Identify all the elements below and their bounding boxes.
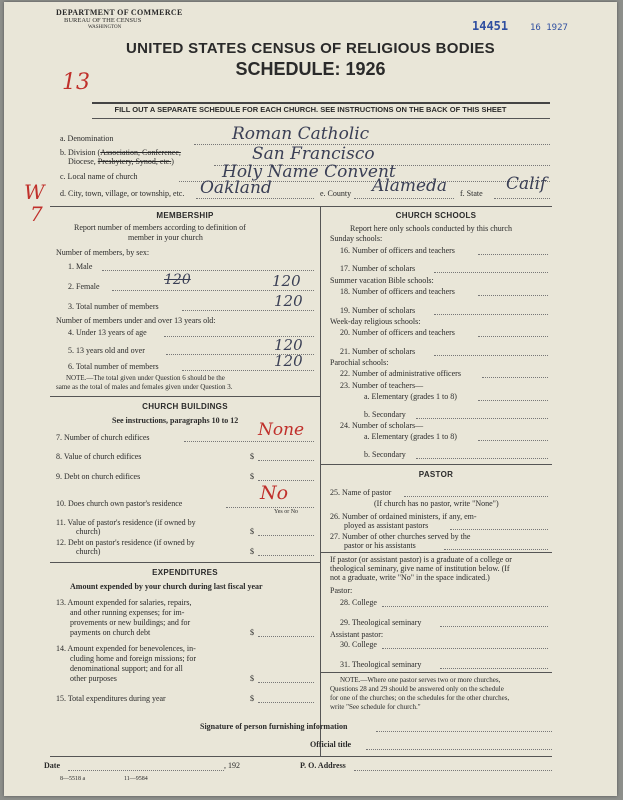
official-title-label: Official title	[310, 740, 352, 749]
q12-dollar: $	[250, 547, 254, 556]
table-bottom-rule	[50, 756, 552, 757]
schools-sub: Report here only schools conducted by this church	[350, 224, 512, 233]
q18-label: 18. Number of officers and teachers	[340, 287, 455, 296]
q24b-label: b. Secondary	[364, 450, 406, 459]
q4-under13-label: 4. Under 13 years of age	[68, 328, 147, 337]
margin-digit: 7	[30, 202, 43, 226]
q31-line	[440, 668, 548, 669]
q19-line	[434, 314, 548, 315]
county-value: Alameda	[372, 176, 448, 196]
official-title-line	[366, 749, 552, 750]
expenditures-rule	[50, 562, 320, 563]
bureau-city: WASHINGTON	[88, 25, 122, 30]
q23-label: 23. Number of teachers—	[340, 381, 424, 390]
membership-title: MEMBERSHIP	[156, 211, 214, 220]
q8-line	[258, 460, 314, 461]
date-line	[68, 770, 224, 771]
po-address-line	[354, 770, 552, 771]
table-top-rule	[50, 206, 552, 207]
pastor-note-rule	[320, 672, 552, 673]
pastor-rule	[320, 464, 552, 465]
q24b-line	[416, 458, 548, 459]
buildings-rule	[50, 396, 320, 397]
q21-label: 21. Number of scholars	[340, 347, 416, 356]
state-value: Calif	[506, 174, 547, 194]
assistant-subhead: Assistant pastor:	[330, 630, 384, 639]
q30-line	[382, 648, 548, 649]
age-intro: Number of members under and over 13 years old:	[56, 316, 216, 325]
form-title: UNITED STATES CENSUS OF RELIGIOUS BODIES	[126, 40, 495, 57]
q12-label-a: 12. Debt on pastor's residence (if owned by	[56, 538, 195, 547]
q24a-line	[478, 440, 548, 441]
department-name: DEPARTMENT OF COMMERCE	[56, 8, 183, 17]
top-rule	[92, 102, 550, 104]
pastor-note-3: for one of the churches; on the schedules for the other churches,	[330, 694, 510, 702]
q14-line-1: 14. Amount expended for benevolences, in-	[56, 644, 196, 653]
q14-dollar: $	[250, 674, 254, 683]
q12-line	[258, 555, 314, 556]
q14-line-4: other purposes	[70, 674, 117, 683]
q20-line	[478, 336, 548, 337]
q24a-label: a. Elementary (grades 1 to 8)	[364, 432, 457, 441]
q16-line	[478, 254, 548, 255]
pastor-note-4: write "See schedule for church."	[330, 703, 421, 711]
margin-letter: W	[24, 180, 45, 204]
q17-label: 17. Number of scholars	[340, 264, 416, 273]
city-value: Oakland	[200, 178, 272, 198]
q3-total-value: 120	[274, 292, 303, 310]
q15-label: 15. Total expenditures during year	[56, 694, 166, 703]
local-name-label: c. Local name of church	[60, 172, 138, 181]
q11-line	[258, 535, 314, 536]
q18-line	[478, 295, 548, 296]
q24-label: 24. Number of scholars—	[340, 421, 424, 430]
column-divider	[320, 206, 321, 756]
print-number: 11—9584	[124, 776, 148, 782]
q6-total-value: 120	[274, 352, 303, 370]
membership-note-1: NOTE.—The total given under Question 6 should be the	[66, 374, 225, 382]
q25-label: 25. Name of pastor	[330, 488, 392, 497]
q8-label: 8. Value of church edifices	[56, 452, 142, 461]
q10-value: No	[260, 482, 289, 504]
q13-line-1: 13. Amount expended for salaries, repairs,	[56, 598, 192, 607]
stamp-number: 14451	[472, 19, 509, 33]
schedule-title: SCHEDULE: 1926	[235, 59, 386, 79]
division-label: b. Division (Association, Conference,	[60, 148, 181, 157]
buildings-title: CHURCH BUILDINGS	[142, 402, 228, 411]
census-form-sheet	[4, 2, 617, 796]
signature-line	[376, 731, 552, 732]
stamp-date: 16 1927	[530, 23, 568, 33]
q16-label: 16. Number of officers and teachers	[340, 246, 455, 255]
q5-over13-label: 5. 13 years old and over	[68, 346, 145, 355]
q15-line	[258, 702, 314, 703]
city-label: d. City, town, village, or township, etc.	[60, 189, 185, 198]
pastor-note-1: NOTE.—Where one pastor serves two or more churches,	[340, 676, 501, 684]
instructions-rule	[92, 118, 550, 119]
date-year: , 192	[224, 761, 240, 770]
q2-female-value: 120	[272, 272, 301, 290]
margin-number: 13	[62, 70, 90, 95]
q27-label-b: pastor or his assistants	[344, 541, 416, 550]
pastor-subhead: Pastor:	[330, 586, 353, 595]
q19-label: 19. Number of scholars	[340, 306, 416, 315]
county-label: e. County	[320, 189, 352, 198]
grad-rule	[320, 552, 552, 553]
q9-line	[258, 480, 314, 481]
q9-label: 9. Debt on church edifices	[56, 472, 141, 481]
q25-note: (If church has no pastor, write "None")	[374, 499, 499, 508]
division-label-line2: Diocese, Presbytery, Synod, etc.)	[68, 157, 174, 166]
yes-no-hint: Yes or No	[274, 509, 299, 515]
membership-intro-1: Report number of members according to definition of	[74, 223, 246, 232]
signature-label: Signature of person furnishing information	[200, 722, 348, 731]
grad-text-3: not a graduate, write "No" in the space indicated.)	[330, 573, 490, 582]
q26-line	[450, 529, 548, 530]
state-line	[494, 198, 550, 199]
q29-line	[440, 626, 548, 627]
q22-line	[482, 377, 548, 378]
q1-male-label: 1. Male	[68, 262, 93, 271]
q10-label: 10. Does church own pastor's residence	[56, 499, 183, 508]
q13-line-4: payments on church debt	[70, 628, 151, 637]
q6-line	[182, 370, 314, 371]
q14-line-3: denominational support; and for all	[70, 664, 183, 673]
q23a-line	[478, 400, 548, 401]
q5-over13-value: 120	[274, 336, 303, 354]
q7-value: None	[258, 420, 305, 440]
q3-line	[182, 310, 314, 311]
q23b-line	[416, 418, 548, 419]
q21-line	[434, 355, 548, 356]
q25-line	[404, 496, 548, 497]
q27-label-a: 27. Number of other churches served by the	[330, 532, 471, 541]
expenditures-title: EXPENDITURES	[152, 568, 218, 577]
instructions-line: FILL OUT A SEPARATE SCHEDULE FOR EACH CHURCH. SEE INSTRUCTIONS ON THE BACK OF THIS SHEET	[114, 105, 507, 114]
grad-text-2: theological seminary, give name of institution below. (If	[330, 564, 510, 573]
membership-intro-2: member in your church	[128, 233, 203, 242]
bureau-name: BUREAU OF THE CENSUS	[64, 17, 142, 24]
q9-dollar: $	[250, 472, 254, 481]
q28-line	[382, 606, 548, 607]
q2-female-label: 2. Female	[68, 282, 100, 291]
q1-line	[102, 270, 314, 271]
members-by-sex: Number of members, by sex:	[56, 248, 150, 257]
pastor-title: PASTOR	[418, 470, 454, 479]
weekday-schools: Week-day religious schools:	[330, 317, 421, 326]
q6-total-label: 6. Total number of members	[68, 362, 159, 371]
date-label: Date	[44, 761, 60, 770]
q14-line	[258, 682, 314, 683]
q7-line	[184, 441, 314, 442]
grad-text-1: If pastor (or assistant pastor) is a graduate of a college or	[330, 555, 512, 564]
q29-label: 29. Theological seminary	[340, 618, 422, 627]
q20-label: 20. Number of officers and teachers	[340, 328, 455, 337]
county-line	[354, 198, 454, 199]
q26-label-b: ployed as assistant pastors	[344, 521, 429, 530]
schools-title: CHURCH SCHOOLS	[395, 211, 477, 220]
q3-total-label: 3. Total number of members	[68, 302, 159, 311]
state-label: f. State	[460, 189, 483, 198]
summer-schools: Summer vacation Bible schools:	[330, 276, 434, 285]
buildings-sub: See instructions, paragraphs 10 to 12	[112, 416, 239, 425]
form-number: 8—5518 a	[60, 776, 86, 782]
parochial-schools: Parochial schools:	[330, 358, 389, 367]
local-name-value: Holy Name Convent	[222, 162, 396, 182]
q30-label: 30. College	[340, 640, 377, 649]
q2-line	[112, 290, 314, 291]
q2-crossed-value: 120	[164, 272, 191, 288]
q23b-label: b. Secondary	[364, 410, 406, 419]
q31-label: 31. Theological seminary	[340, 660, 422, 669]
membership-note-2: same as the total of males and females given under Question 3.	[56, 383, 233, 391]
q12-label-b: church)	[76, 547, 101, 556]
po-address-label: P. O. Address	[300, 761, 346, 770]
q26-label-a: 26. Number of ordained ministers, if any, em-	[330, 512, 477, 521]
q22-label: 22. Number of administrative officers	[340, 369, 461, 378]
q13-line-2: and other running expenses; for im-	[70, 608, 185, 617]
q7-label: 7. Number of church edifices	[56, 433, 150, 442]
q27-line	[444, 549, 548, 550]
denomination-label: a. Denomination	[60, 134, 114, 143]
q13-line	[258, 636, 314, 637]
q11-dollar: $	[250, 527, 254, 536]
expenditures-sub: Amount expended by your church during last fiscal year	[70, 582, 263, 591]
q11-label-a: 11. Value of pastor's residence (if owned by	[56, 518, 196, 527]
pastor-note-2: Questions 28 and 29 should be answered only on the schedule	[330, 685, 504, 693]
q10-line	[226, 507, 314, 508]
division-value: San Francisco	[252, 144, 375, 164]
q13-dollar: $	[250, 628, 254, 637]
city-line	[196, 198, 314, 199]
denomination-value: Roman Catholic	[232, 124, 370, 144]
q28-label: 28. College	[340, 598, 377, 607]
q13-line-3: provements or new buildings; and for	[70, 618, 191, 627]
q8-dollar: $	[250, 452, 254, 461]
q11-label-b: church)	[76, 527, 101, 536]
q15-dollar: $	[250, 694, 254, 703]
q17-line	[434, 272, 548, 273]
q23a-label: a. Elementary (grades 1 to 8)	[364, 392, 457, 401]
q14-line-2: cluding home and foreign missions; for	[70, 654, 196, 663]
sunday-schools: Sunday schools:	[330, 234, 383, 243]
